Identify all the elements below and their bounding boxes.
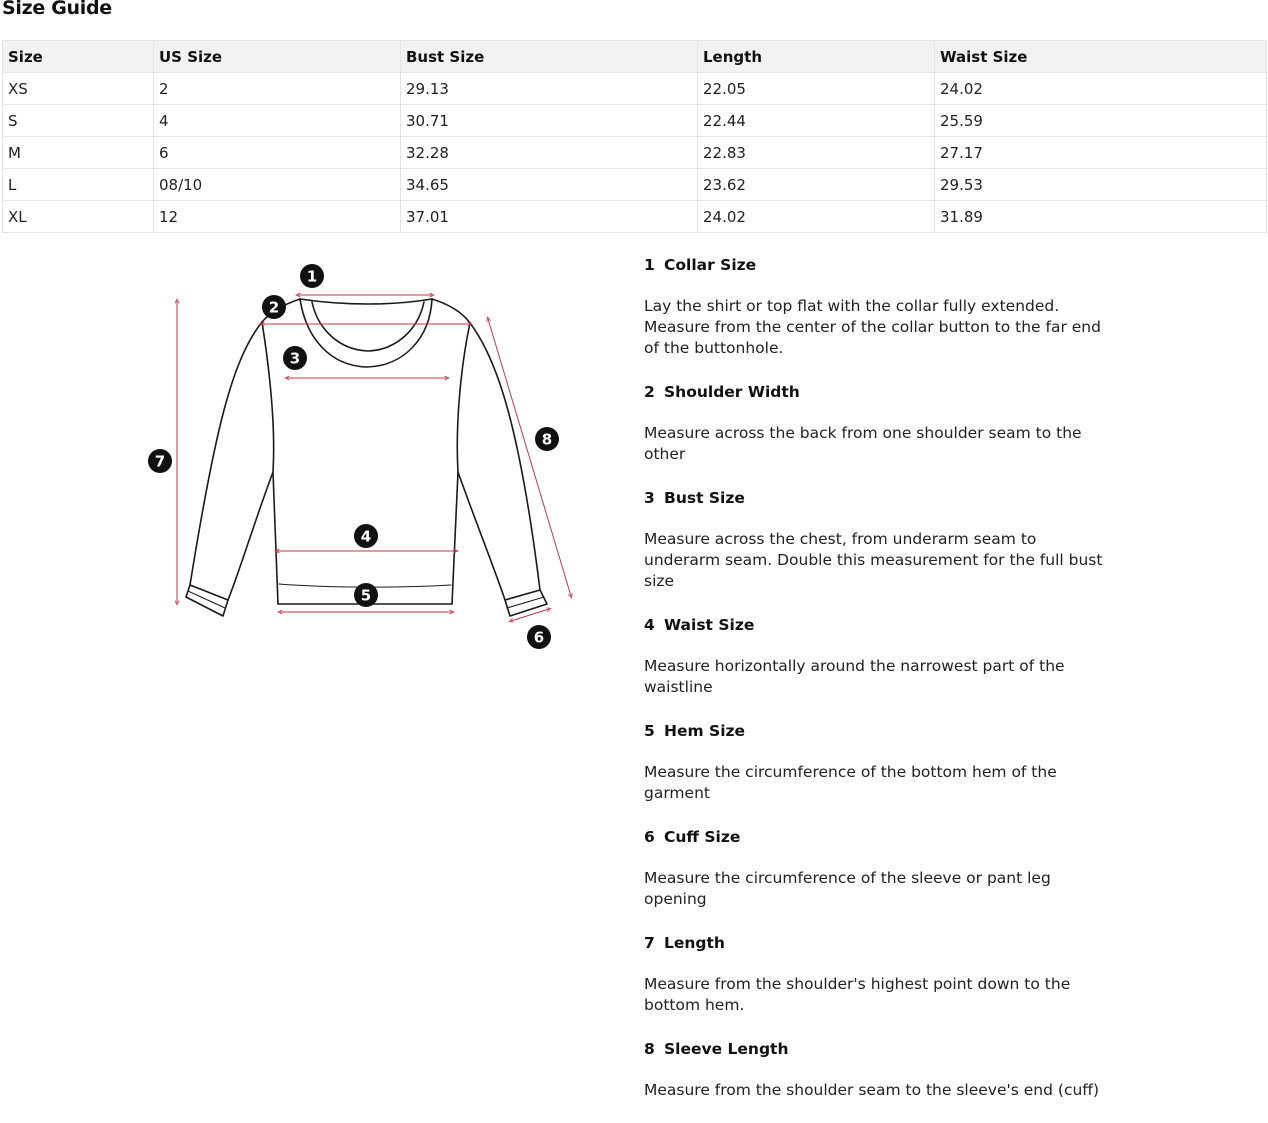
marker-6	[527, 625, 551, 649]
cell-size: S	[3, 105, 154, 137]
header-length: Length	[698, 41, 935, 73]
cell-bust-size: 32.28	[401, 137, 698, 169]
guide-description: Measure the circumference of the bottom hem of the garment	[644, 763, 1057, 802]
cell-waist-size: 29.53	[935, 169, 1267, 201]
marker-2	[262, 295, 286, 319]
svg-text:6: 6	[533, 628, 545, 647]
cell-length: 22.05	[698, 73, 935, 105]
svg-text:7: 7	[154, 452, 166, 471]
marker-8	[535, 427, 559, 451]
sweater-outline	[186, 299, 547, 616]
cell-waist-size: 24.02	[935, 73, 1267, 105]
guide-item-bust-size	[644, 487, 1114, 592]
cell-size: XL	[3, 201, 154, 233]
cell-size: XS	[3, 73, 154, 105]
cell-bust-size: 34.65	[401, 169, 698, 201]
svg-text:1: 1	[306, 267, 318, 286]
guide-description: Measure from the shoulder seam to the sleeve's end (cuff)	[644, 1081, 1100, 1099]
cell-bust-size: 29.13	[401, 73, 698, 105]
table-header-row	[3, 41, 1267, 73]
guide-title: Shoulder Width	[664, 383, 800, 401]
cell-waist-size: 25.59	[935, 105, 1267, 137]
guide-item-waist-size	[644, 614, 1114, 698]
cell-us-size: 12	[154, 201, 401, 233]
guide-description: Measure the circumference of the sleeve or pant leg opening	[644, 869, 1051, 908]
guide-title: Hem Size	[664, 722, 746, 740]
svg-text:3: 3	[289, 349, 301, 368]
guide-title: Cuff Size	[664, 828, 741, 846]
measurement-markers	[148, 264, 559, 649]
guide-item-length	[644, 932, 1114, 1016]
guide-number: 5	[644, 722, 655, 740]
svg-text:5: 5	[360, 586, 372, 605]
measurement-guide	[644, 254, 1114, 1123]
sleeve-line	[488, 319, 571, 596]
size-table	[2, 40, 1267, 233]
cell-bust-size: 30.71	[401, 105, 698, 137]
guide-item-collar-size	[644, 254, 1114, 359]
guide-title: Sleeve Length	[664, 1040, 789, 1058]
cell-length: 22.83	[698, 137, 935, 169]
guide-number: 3	[644, 489, 655, 507]
measurement-lines	[177, 295, 571, 621]
guide-title: Bust Size	[664, 489, 745, 507]
header-waist-size: Waist Size	[935, 41, 1267, 73]
svg-text:8: 8	[541, 430, 553, 449]
guide-description: Measure from the shoulder's highest point down to the bottom hem.	[644, 975, 1071, 1014]
guide-number: 8	[644, 1040, 655, 1058]
guide-number: 4	[644, 616, 655, 634]
guide-item-cuff-size	[644, 826, 1114, 910]
guide-title: Waist Size	[664, 616, 755, 634]
table-row	[3, 105, 1267, 137]
table-row	[3, 137, 1267, 169]
cell-length: 22.44	[698, 105, 935, 137]
guide-title: Collar Size	[664, 256, 757, 274]
table-row	[3, 169, 1267, 201]
guide-item-shoulder-width	[644, 381, 1114, 465]
page-title: Size Guide	[2, 0, 112, 19]
cell-size: M	[3, 137, 154, 169]
guide-number: 2	[644, 383, 655, 401]
guide-description: Measure across the back from one shoulder seam to the other	[644, 424, 1082, 463]
table-row	[3, 73, 1267, 105]
marker-3	[283, 346, 307, 370]
table-row	[3, 201, 1267, 233]
guide-number: 1	[644, 256, 655, 274]
guide-number: 6	[644, 828, 655, 846]
marker-4	[354, 524, 378, 548]
cell-waist-size: 27.17	[935, 137, 1267, 169]
marker-1	[300, 264, 324, 288]
cell-us-size: 4	[154, 105, 401, 137]
cell-us-size: 08/10	[154, 169, 401, 201]
guide-number: 7	[644, 934, 655, 952]
header-bust-size: Bust Size	[401, 41, 698, 73]
cell-us-size: 2	[154, 73, 401, 105]
cell-waist-size: 31.89	[935, 201, 1267, 233]
guide-description: Measure horizontally around the narrowest part of the waistline	[644, 657, 1065, 696]
cuff-line	[511, 609, 549, 621]
sweater-measurement-diagram	[140, 255, 580, 655]
marker-5	[354, 583, 378, 607]
guide-description: Lay the shirt or top flat with the collar fully extended. Measure from the center of the collar button to the far end of the buttonhole.	[644, 297, 1101, 357]
guide-item-sleeve-length	[644, 1038, 1114, 1101]
cell-length: 24.02	[698, 201, 935, 233]
header-size: Size	[3, 41, 154, 73]
guide-item-hem-size	[644, 720, 1114, 804]
guide-title: Length	[664, 934, 725, 952]
guide-description: Measure across the chest, from underarm seam to underarm seam. Double this measurement for the full bust size	[644, 530, 1103, 590]
cell-bust-size: 37.01	[401, 201, 698, 233]
svg-text:4: 4	[360, 527, 372, 546]
marker-7	[148, 449, 172, 473]
cell-size: L	[3, 169, 154, 201]
svg-text:2: 2	[268, 298, 280, 317]
cell-length: 23.62	[698, 169, 935, 201]
header-us-size: US Size	[154, 41, 401, 73]
cell-us-size: 6	[154, 137, 401, 169]
